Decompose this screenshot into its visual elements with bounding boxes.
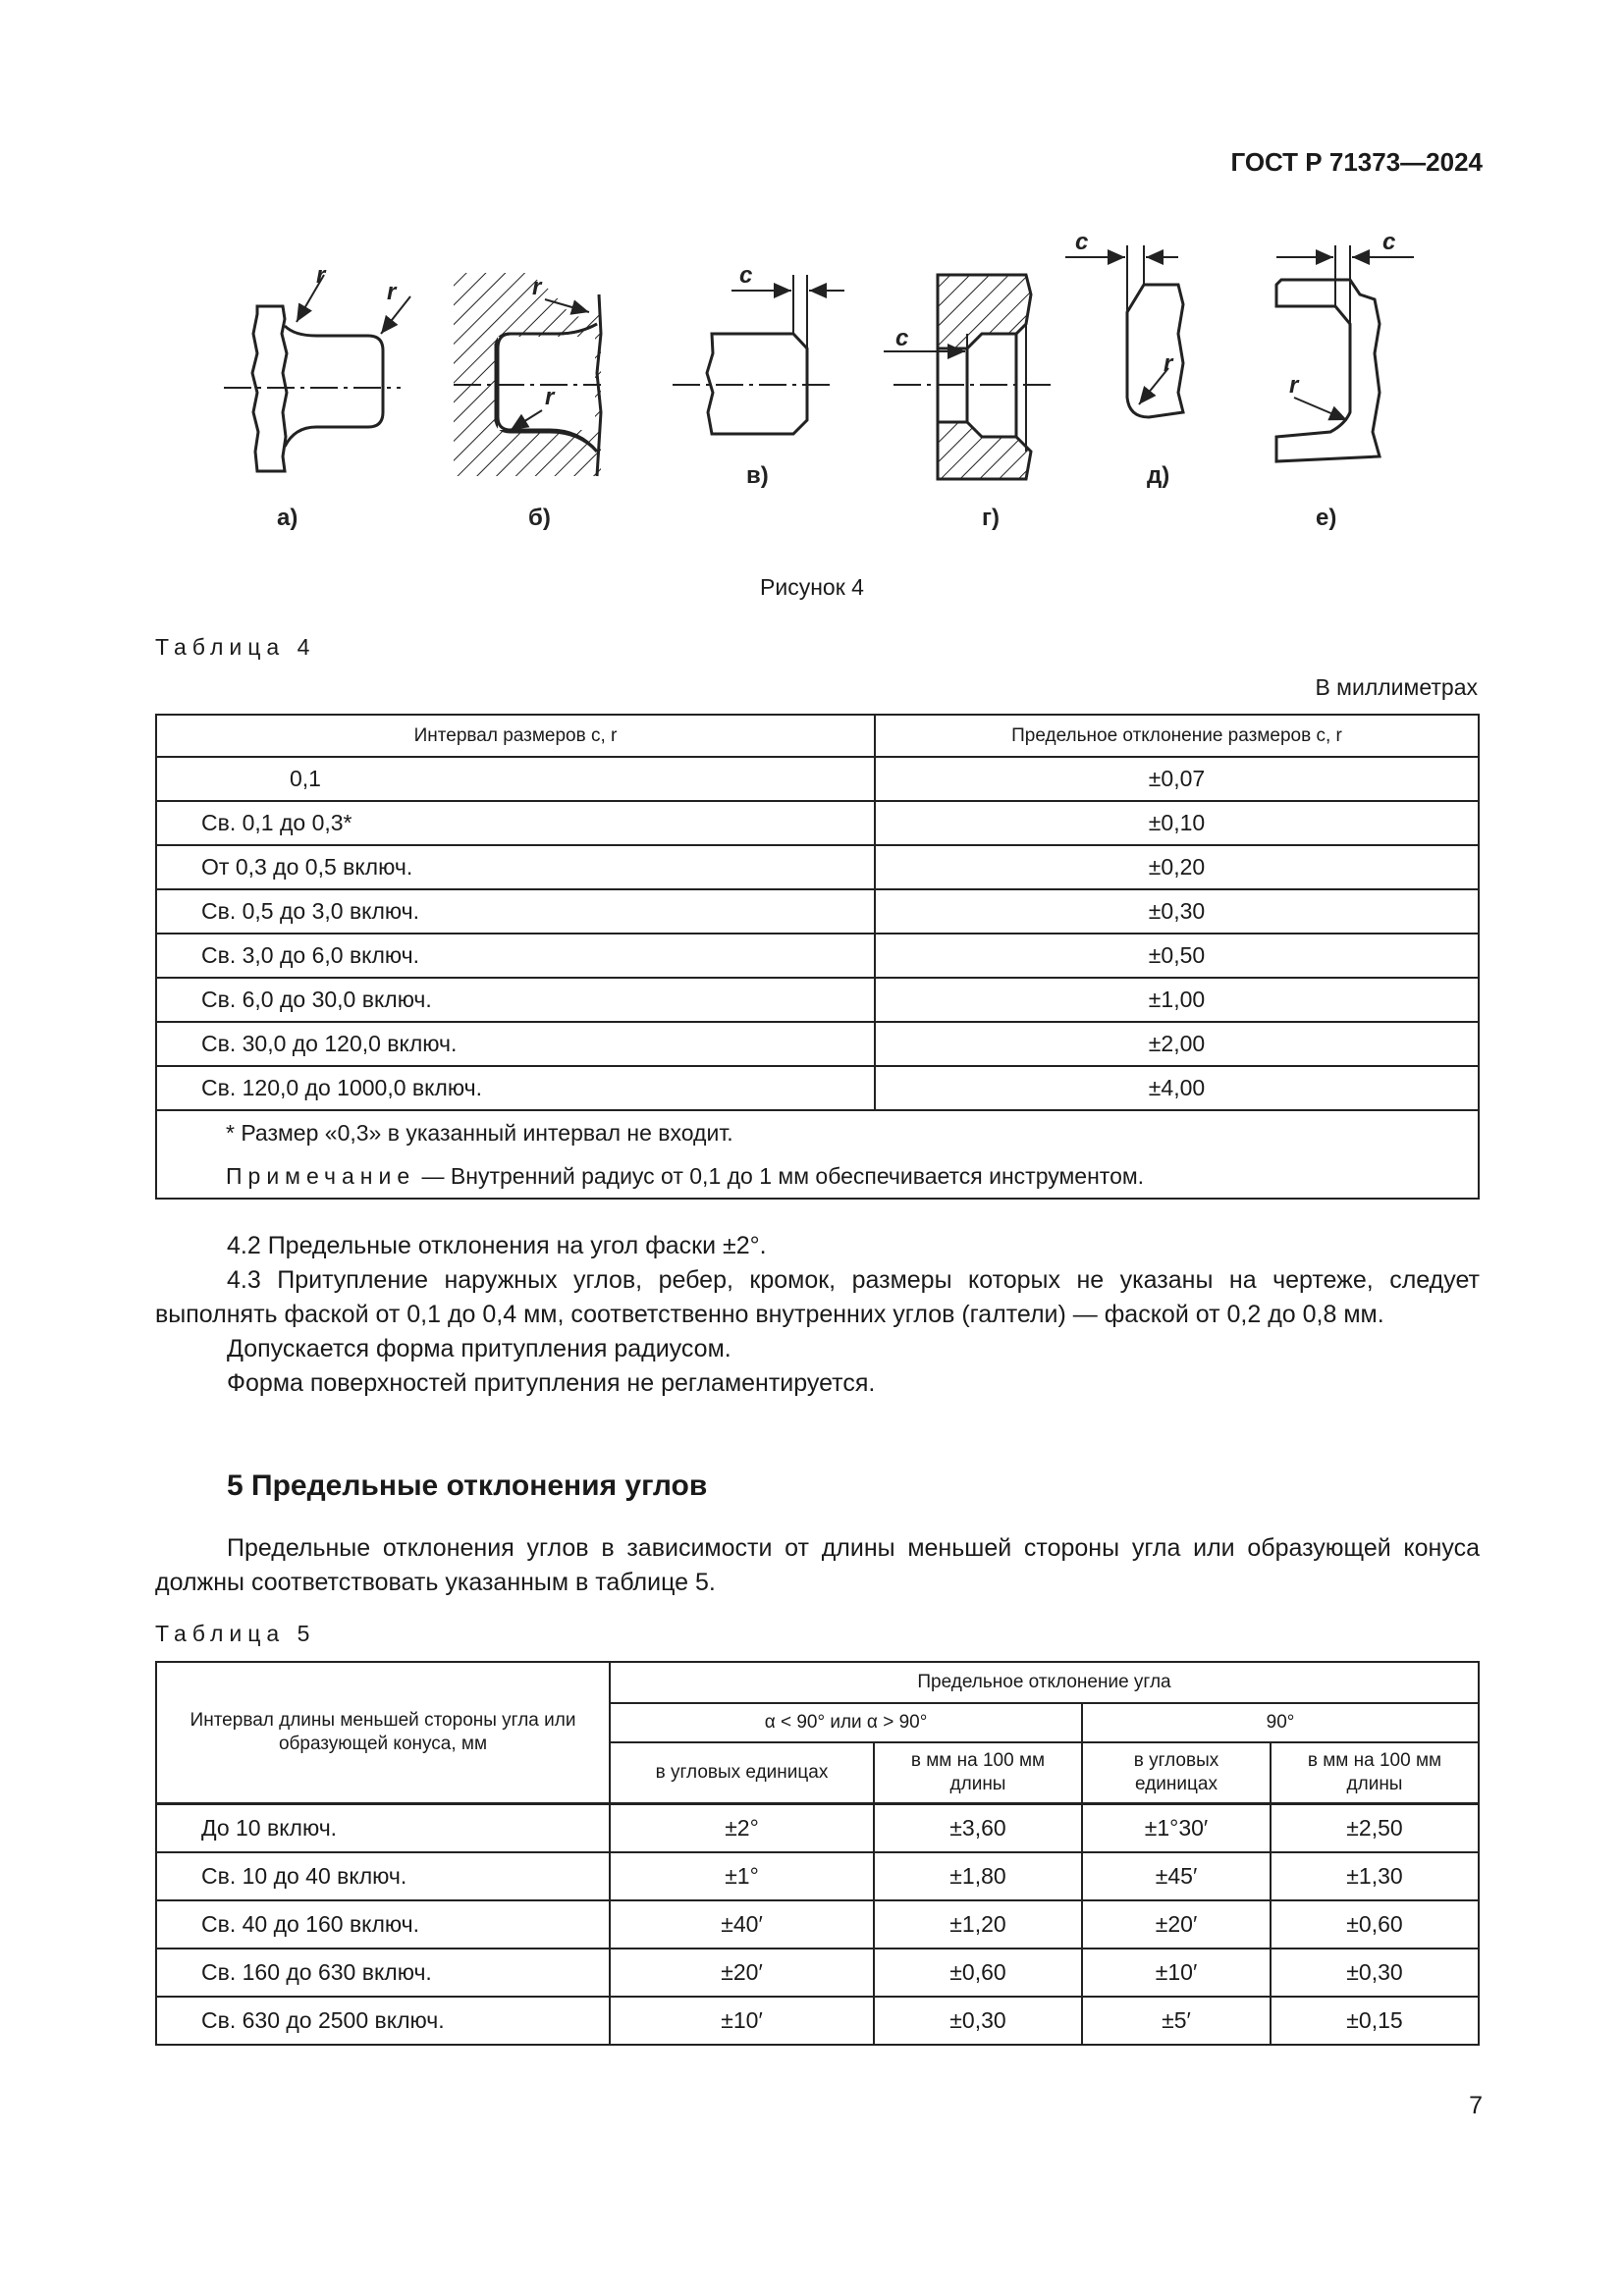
table-header-cell: в мм на 100 мм длины bbox=[874, 1742, 1082, 1803]
fig-label-r: r bbox=[532, 274, 542, 300]
table-header-cell: в угловых единицах bbox=[610, 1742, 874, 1803]
table-5-caption: Таблица 5 bbox=[155, 1621, 316, 1646]
table-cell: ±0,10 bbox=[875, 801, 1479, 845]
table-cell: ±2,00 bbox=[875, 1022, 1479, 1066]
table-cell: Св. 0,1 до 0,3* bbox=[156, 801, 875, 845]
fig-label-r: r bbox=[1289, 372, 1299, 399]
table-cell: ±0,50 bbox=[875, 934, 1479, 978]
note-label: Примечание bbox=[226, 1162, 416, 1189]
panel-label: а) bbox=[277, 505, 298, 531]
table-cell: ±0,30 bbox=[1271, 1949, 1479, 1997]
table-cell: ±1,30 bbox=[1271, 1852, 1479, 1900]
fig-label-r: r bbox=[545, 384, 555, 410]
table-header-cell: Интервал размеров c, r bbox=[156, 715, 875, 757]
table-cell: ±1,20 bbox=[874, 1900, 1082, 1949]
figure-panel-v bbox=[673, 275, 844, 434]
table-5 bbox=[155, 1661, 1480, 2046]
table-cell: ±2,50 bbox=[1271, 1803, 1479, 1852]
table-cell: Св. 630 до 2500 включ. bbox=[156, 1997, 610, 2045]
table-cell: От 0,3 до 0,5 включ. bbox=[156, 845, 875, 889]
table-cell: ±4,00 bbox=[875, 1066, 1479, 1110]
paragraph-4-2: 4.2 Предельные отклонения на угол фаски ±2°. bbox=[227, 1232, 767, 1259]
table-cell: ±1°30′ bbox=[1082, 1803, 1271, 1852]
table-row bbox=[156, 1022, 1479, 1066]
body-text bbox=[155, 1229, 1480, 1401]
table-cell: ±3,60 bbox=[874, 1803, 1082, 1852]
paragraph-form: Форма поверхностей притупления не регламентируется. bbox=[227, 1369, 876, 1397]
table-header-cell: Интервал длины меньшей стороны угла или образующей конуса, мм bbox=[156, 1662, 610, 1803]
table-4-caption: Таблица 4 bbox=[155, 634, 316, 660]
table-cell: 0,1 bbox=[156, 757, 875, 801]
table-header-row bbox=[156, 715, 1479, 757]
figure-panel-e bbox=[1276, 245, 1414, 461]
figure-caption: Рисунок 4 bbox=[760, 574, 864, 600]
table-cell: ±1° bbox=[610, 1852, 874, 1900]
fig-label-r: r bbox=[387, 279, 397, 305]
figure-panel-d bbox=[1065, 245, 1183, 417]
section-5-text bbox=[155, 1531, 1480, 1600]
table-row bbox=[156, 934, 1479, 978]
fig-label-c: c bbox=[1075, 229, 1089, 255]
figure-4-drawings bbox=[0, 216, 1624, 550]
fig-label-r: r bbox=[1164, 350, 1173, 377]
table-note-row bbox=[156, 1154, 1479, 1199]
table-row bbox=[156, 1949, 1479, 1997]
table-cell: ±0,60 bbox=[1271, 1900, 1479, 1949]
table-cell: ±45′ bbox=[1082, 1852, 1271, 1900]
table-cell: ±0,30 bbox=[874, 1997, 1082, 2045]
table-cell: Св. 10 до 40 включ. bbox=[156, 1852, 610, 1900]
paragraph-4-3: 4.3 Притупление наружных углов, ребер, кромок, размеры которых не указаны на чертеже, следует выполнять фаской от 0,1 до 0,4 мм, соответственно внутренних углов (галтели) — фаской от 0,2 до 0,8 мм. bbox=[155, 1266, 1480, 1328]
table-row bbox=[156, 889, 1479, 934]
table-header-cell: Предельное отклонение размеров c, r bbox=[875, 715, 1479, 757]
table-cell: ±2° bbox=[610, 1803, 874, 1852]
table-cell: Св. 3,0 до 6,0 включ. bbox=[156, 934, 875, 978]
figure-panel-g bbox=[884, 275, 1056, 479]
table-cell: ±10′ bbox=[610, 1997, 874, 2045]
table-cell: ±1,80 bbox=[874, 1852, 1082, 1900]
table-cell: ±20′ bbox=[1082, 1900, 1271, 1949]
table-cell: Св. 30,0 до 120,0 включ. bbox=[156, 1022, 875, 1066]
table-header-cell: Предельное отклонение угла bbox=[610, 1662, 1479, 1703]
table-cell: ±1,00 bbox=[875, 978, 1479, 1022]
table-cell: ±0,30 bbox=[875, 889, 1479, 934]
table-cell: ±0,20 bbox=[875, 845, 1479, 889]
table-row bbox=[156, 978, 1479, 1022]
panel-label: д) bbox=[1147, 462, 1170, 489]
table-4-units: В миллиметрах bbox=[1315, 674, 1478, 700]
table-row bbox=[156, 845, 1479, 889]
table-cell: Св. 0,5 до 3,0 включ. bbox=[156, 889, 875, 934]
table-cell: До 10 включ. bbox=[156, 1803, 610, 1852]
paragraph-radius: Допускается форма притупления радиусом. bbox=[227, 1335, 731, 1362]
panel-label: е) bbox=[1316, 505, 1337, 531]
table-note bbox=[156, 1154, 1479, 1199]
table-4 bbox=[155, 714, 1480, 1200]
table-header-row bbox=[156, 1662, 1479, 1703]
table-cell: ±10′ bbox=[1082, 1949, 1271, 1997]
table-row bbox=[156, 1803, 1479, 1852]
fig-label-c: c bbox=[1382, 229, 1396, 255]
document-header: ГОСТ Р 71373—2024 bbox=[1230, 147, 1483, 177]
table-cell: Св. 6,0 до 30,0 включ. bbox=[156, 978, 875, 1022]
figure-panel-b bbox=[454, 273, 601, 476]
table-cell: ±0,07 bbox=[875, 757, 1479, 801]
table-cell: ±0,15 bbox=[1271, 1997, 1479, 2045]
note-text: — Внутренний радиус от 0,1 до 1 мм обеспечивается инструментом. bbox=[415, 1162, 1145, 1189]
table-cell: ±20′ bbox=[610, 1949, 874, 1997]
fig-label-c: c bbox=[739, 262, 753, 289]
table-footnote-row bbox=[156, 1110, 1479, 1154]
fig-label-r: r bbox=[316, 262, 326, 289]
paragraph-section-5: Предельные отклонения углов в зависимости от длины меньшей стороны угла или образующей конуса должны соответствовать указанным в таблице 5. bbox=[155, 1534, 1480, 1596]
table-cell: Св. 40 до 160 включ. bbox=[156, 1900, 610, 1949]
table-header-cell: 90° bbox=[1082, 1703, 1479, 1742]
page-number: 7 bbox=[1469, 2092, 1483, 2119]
table-row bbox=[156, 1066, 1479, 1110]
table-footnote: * Размер «0,3» в указанный интервал не входит. bbox=[156, 1110, 1479, 1154]
table-row bbox=[156, 757, 1479, 801]
table-row bbox=[156, 1852, 1479, 1900]
table-cell: ±40′ bbox=[610, 1900, 874, 1949]
panel-label: б) bbox=[528, 505, 551, 531]
table-cell: Св. 120,0 до 1000,0 включ. bbox=[156, 1066, 875, 1110]
table-row bbox=[156, 1997, 1479, 2045]
table-row bbox=[156, 1900, 1479, 1949]
section-heading: 5 Предельные отклонения углов bbox=[227, 1469, 708, 1502]
table-header-cell: α < 90° или α > 90° bbox=[610, 1703, 1082, 1742]
panel-label: г) bbox=[982, 505, 1000, 531]
table-cell: Св. 160 до 630 включ. bbox=[156, 1949, 610, 1997]
figure-panel-a bbox=[224, 275, 410, 471]
fig-label-c: c bbox=[895, 325, 909, 351]
table-cell: ±0,60 bbox=[874, 1949, 1082, 1997]
panel-label: в) bbox=[746, 462, 769, 489]
table-cell: ±5′ bbox=[1082, 1997, 1271, 2045]
table-header-cell: в мм на 100 мм длины bbox=[1271, 1742, 1479, 1803]
table-row bbox=[156, 801, 1479, 845]
table-header-cell: в угловых единицах bbox=[1082, 1742, 1271, 1803]
